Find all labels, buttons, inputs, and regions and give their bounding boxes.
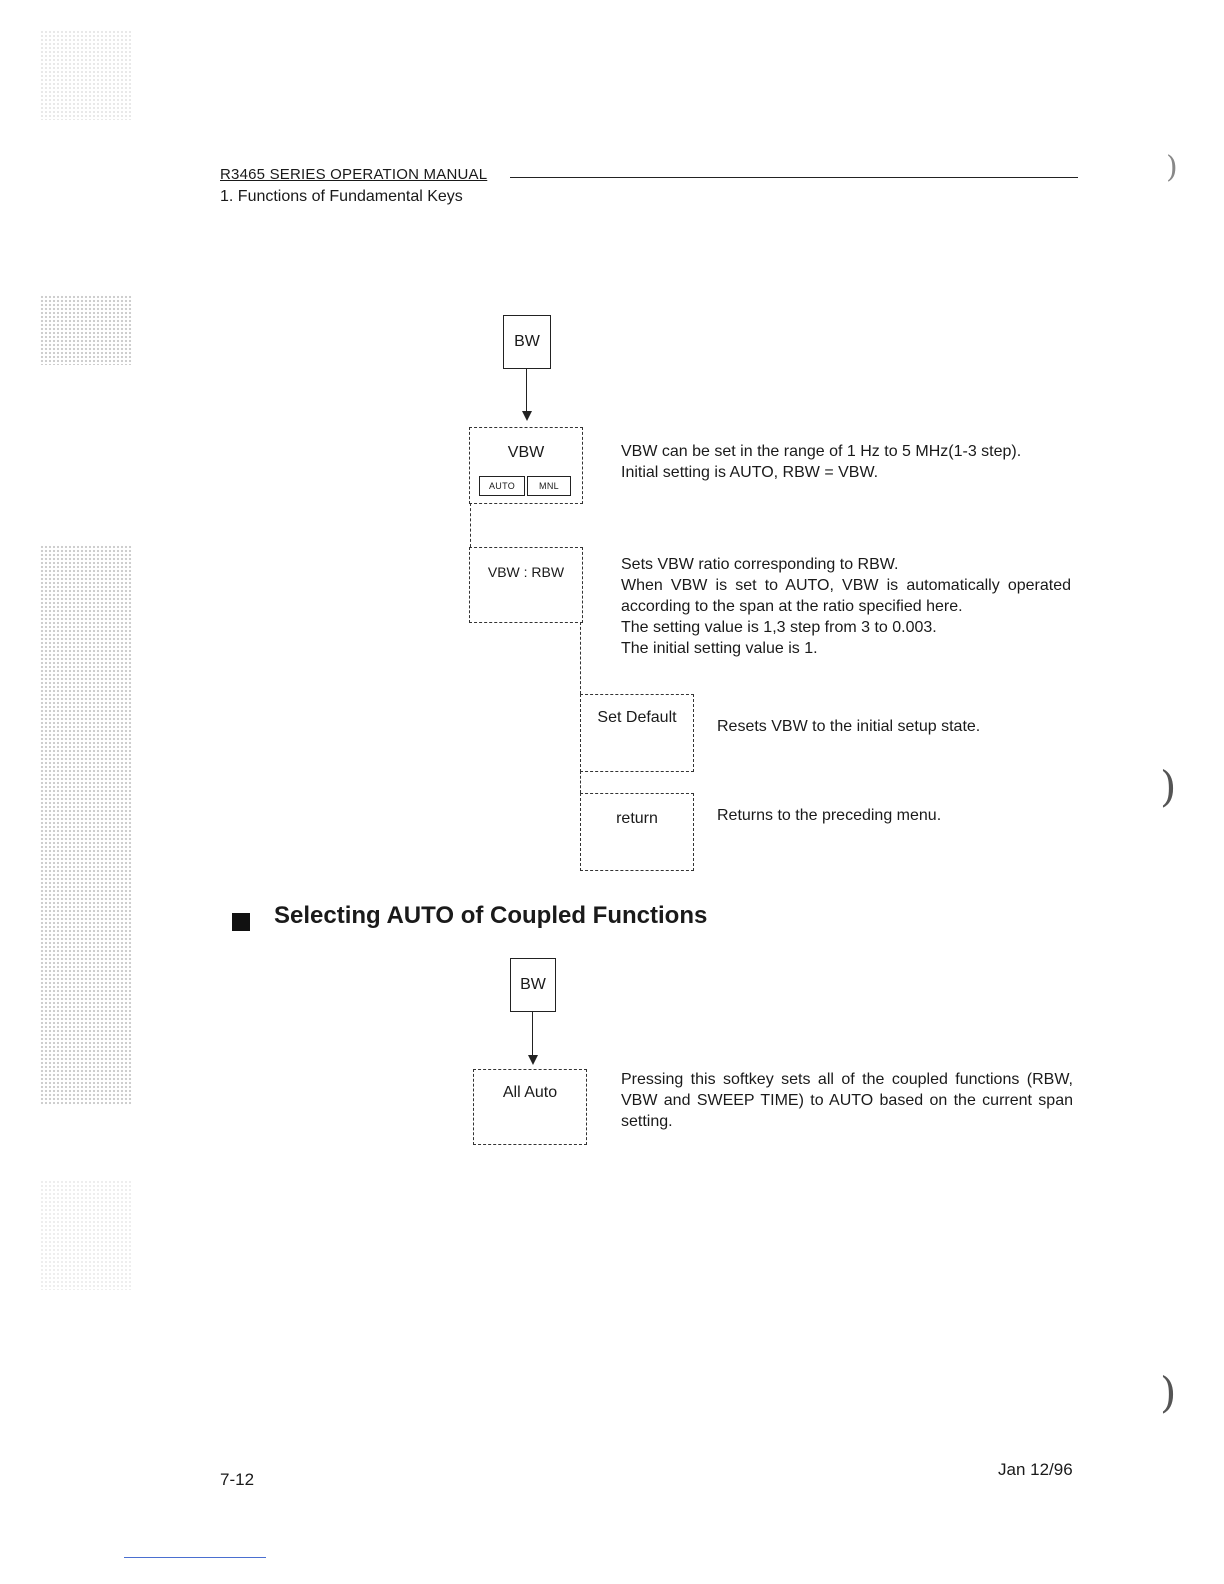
section-bullet-icon: [232, 913, 250, 931]
scan-edge-line: [124, 1557, 266, 1558]
all-auto-softkey-label: All Auto: [502, 1084, 558, 1101]
scan-speckle-lower: [40, 1180, 132, 1290]
binding-mark-icon: ): [1160, 762, 1177, 811]
section-title: Selecting AUTO of Coupled Functions: [274, 902, 708, 929]
scan-speckle-middle: [40, 545, 132, 1105]
bw-key[interactable]: [503, 315, 551, 369]
arrow-down-icon: [528, 1055, 538, 1065]
header-rule: [510, 177, 1078, 178]
arrow-down-icon: [522, 411, 532, 421]
return-softkey-label: return: [616, 810, 658, 827]
set-default-softkey[interactable]: [580, 694, 694, 772]
connector-line: [526, 368, 527, 412]
connector-dashed: [580, 622, 581, 694]
revision-date: Jan 12/96: [998, 1460, 1073, 1479]
auto-toggle[interactable]: AUTO: [479, 476, 525, 496]
vbw-rbw-description: [621, 554, 1071, 659]
all-auto-description: Pressing this softkey sets all of the coupled functions (RBW, VBW and SWEEP TIME) to AUTO based on the current span setting.: [621, 1071, 1073, 1130]
binding-mark-icon: ): [1160, 1368, 1177, 1417]
connector-line: [532, 1011, 533, 1056]
vbw-description: VBW can be set in the range of 1 Hz to 5 MHz(1-3 step). Initial setting is AUTO, RBW = VBW.: [621, 443, 1022, 481]
bw-key-2[interactable]: [510, 958, 556, 1012]
bw-key-label: BW: [514, 333, 540, 350]
connector-dashed: [470, 503, 471, 547]
vbw-softkey-label: VBW: [507, 444, 545, 461]
connector-dashed: [580, 771, 581, 793]
set-default-softkey-label: Set Default: [597, 709, 677, 726]
vbw-rbw-softkey[interactable]: [469, 547, 583, 623]
page-number: 7-12: [220, 1470, 255, 1489]
vbw-rbw-desc-line: The initial setting value is 1.: [621, 640, 818, 657]
vbw-rbw-desc-line: Sets VBW ratio corresponding to RBW.: [621, 556, 899, 573]
scan-speckle-upper: [40, 295, 132, 365]
section-subtitle: 1. Functions of Fundamental Keys: [220, 188, 463, 205]
all-auto-softkey[interactable]: [473, 1069, 587, 1145]
mnl-toggle[interactable]: MNL: [527, 476, 571, 496]
return-softkey[interactable]: [580, 793, 694, 871]
bw-key-2-label: BW: [520, 976, 546, 993]
vbw-rbw-softkey-label: VBW : RBW: [487, 564, 565, 580]
vbw-rbw-desc-line: The setting value is 1,3 step from 3 to 0.003.: [621, 619, 937, 636]
set-default-description: Resets VBW to the initial setup state.: [717, 718, 981, 735]
scan-speckle-top: [40, 30, 132, 120]
vbw-softkey[interactable]: [469, 427, 583, 504]
manual-title: R3465 SERIES OPERATION MANUAL: [220, 166, 488, 183]
binding-mark-icon: ): [1166, 150, 1178, 185]
vbw-rbw-desc-line: When VBW is set to AUTO, VBW is automatically operated according to the span at the ratio specified here.: [621, 577, 1071, 615]
return-description: Returns to the preceding menu.: [717, 807, 942, 824]
